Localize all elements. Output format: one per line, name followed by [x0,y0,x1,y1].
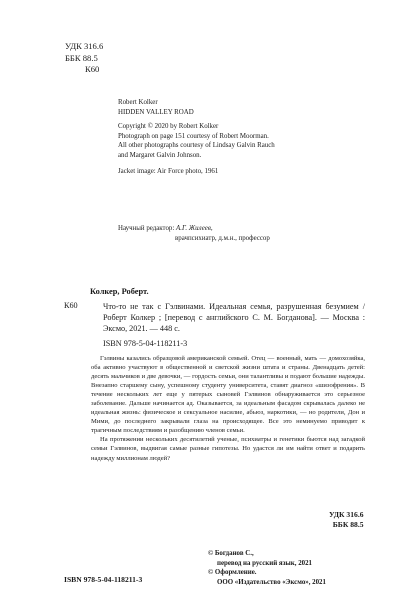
original-credits [118,98,318,176]
author-heading: Колкер, Роберт. [90,287,149,296]
editor-credentials: врачпсихиатр, д.м.н., профессор [175,234,270,242]
bbk-code: ББК 88.5 [332,519,364,529]
bbk-code: ББК 88.5 [65,52,98,63]
bibliographic-description: Что-то не так с Гэлвинами. Идеальная семья, разрушенная безумием / Роберт Колкер ; [перевод с английского С. М. Богданова]. — Москва : Эксмо, 2021. — 448 с. [103,302,365,334]
annotation [91,354,365,463]
design-copyright: © Оформление. [208,569,257,576]
bibliographic-isbn: ISBN 978-5-04-118211-3 [103,339,188,348]
photo-credit-line: All other photographs courtesy of Lindsay Galvin Rauch [118,142,275,150]
original-title: HIDDEN VALLEY ROAD [118,108,194,116]
photo-credit-line: and Margaret Galvin Johnson. [118,151,202,159]
editor-label: Научный редактор: [118,225,175,232]
classification-block-right [329,510,364,530]
bibliographic-code: К60 [64,301,78,310]
editor-name: А.Г. Жилеев, [176,225,213,232]
classification-block [65,41,103,76]
udk-code: УДК 316.6 [329,510,364,519]
udk-code: УДК 316.6 [65,41,104,51]
annotation-paragraph: Гэлвины казались образцовой американской семьей. Отец — военный, мать — домохозяйка, оба активно участвуют в общественной и светской жизни штата и страны. Двенадцать детей: десять мальчиков и две девочки, — гордость семьи, они талантливы и подают большие надежды. Внезапно старшему сыну, успешному студенту университета, ставят диагноз «шизофрения». В течение нескольких лет еще у пятерых сыновей Гэлвинов обнаруживается это серьезное заболевание. Дальше начинается ад. Оказывается, за идеальным фасадом скрывалась далеко не идеальная жизнь: физическое и сексуальное насилие, абьюз, наркотики, — но родители, Дон и Мими, до последнего закрывали глаза на происходящее. Все это неминуемо приводит к трагичным последствиям и разобщению членов семьи. [91,355,365,435]
scientific-editor [118,224,270,243]
translation-copyright: © Богданов С., [208,550,254,557]
translation-copyright-detail: перевод на русский язык, 2021 [217,559,312,567]
isbn-bottom: ISBN 978-5-04-118211-3 [64,575,143,584]
author-sign-code: К60 [85,64,100,75]
copyright-block [208,549,326,587]
jacket-credit: Jacket image: Air Force photo, 1961 [118,167,219,175]
original-author: Robert Kolker [118,99,158,106]
design-copyright-detail: ООО «Издательство «Эксмо», 2021 [217,578,326,586]
original-copyright: Copyright © 2020 by Robert Kolker [118,123,219,131]
annotation-paragraph: На протяжении нескольких десятилетий ученые, психиатры и генетики бьются над загадкой семьи Гэлвинов, выдвигая самые разные гипотезы. Но удастся ли им найти ответ и подарить надежду миллионам людей? [91,436,365,462]
photo-credit-line: Photograph on page 151 courtesy of Robert Moorman. [118,132,269,140]
